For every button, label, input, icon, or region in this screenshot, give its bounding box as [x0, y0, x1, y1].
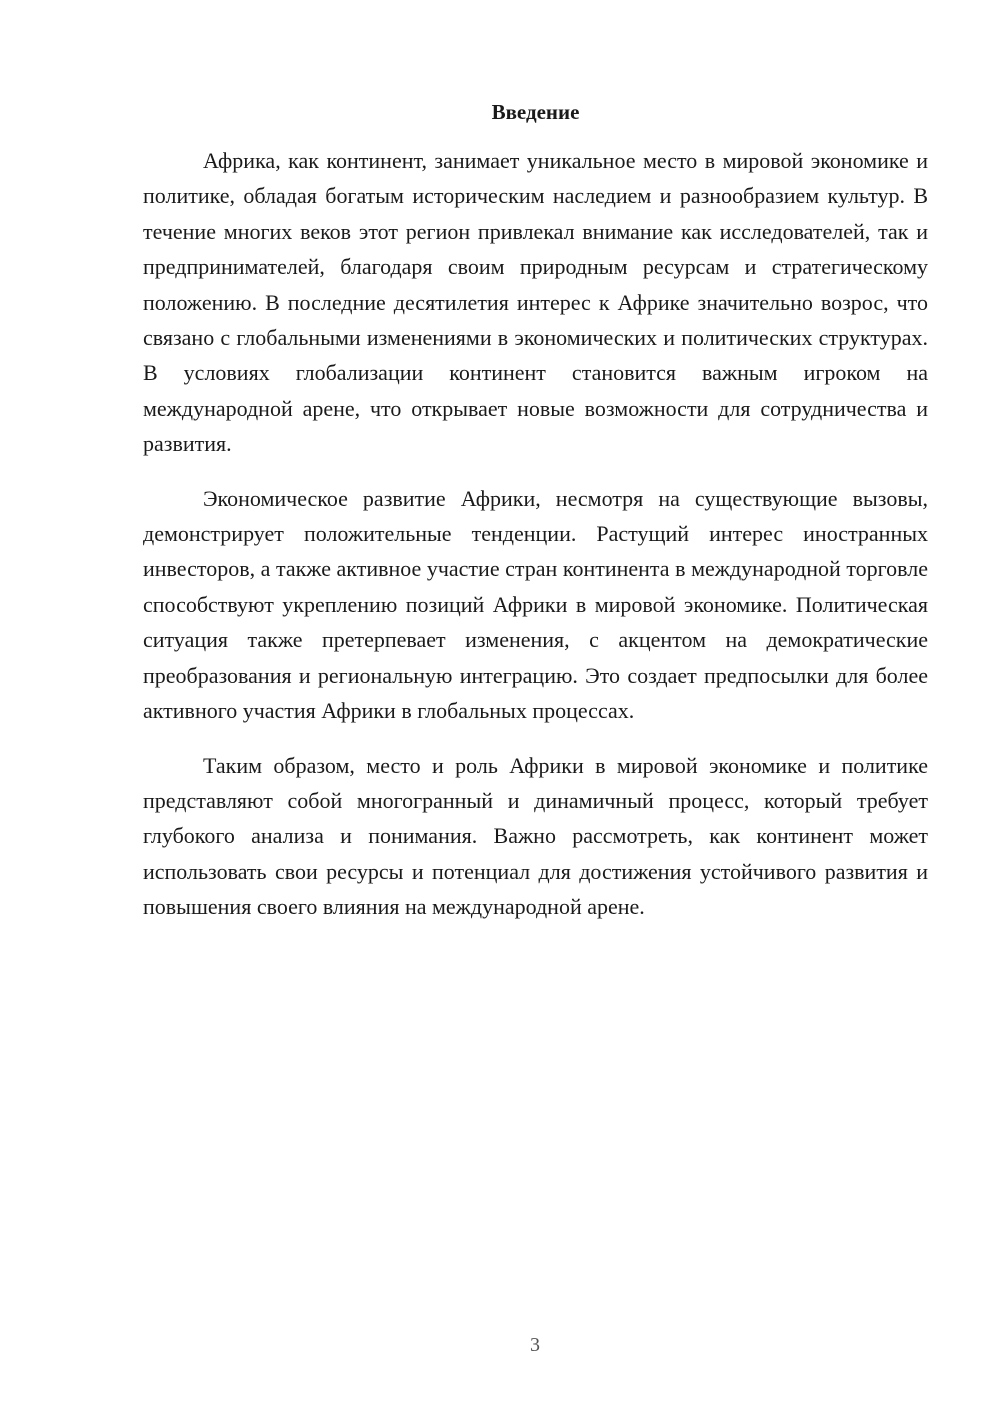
body-text: [143, 143, 928, 944]
paragraph-1: Африка, как континент, занимает уникальное место в мировой экономике и политике, обладая богатым историческим наследием и разнообразием культур. В течение многих веков этот регион привлекал внимание как исследователей, так и предпринимателей, благодаря своим природным ресурсам и стратегическому положению. В последние десятилетия интерес к Африке значительно возрос, что связано с глобальными изменениями в экономических и политических структурах. В условиях глобализации континент становится важным игроком на международной арене, что открывает новые возможности для сотрудничества и развития.: [143, 148, 928, 457]
paragraph-3: Таким образом, место и роль Африки в мировой экономике и политике представляют собой многогранный и динамичный процесс, который требует глубокого анализа и понимания. Важно рассмотреть, как континент может использовать свои ресурсы и потенциал для достижения устойчивого развития и повышения своего влияния на международной арене.: [143, 752, 928, 920]
paragraph-2: Экономическое развитие Африки, несмотря на существующие вызовы, демонстрирует положительные тенденции. Растущий интерес иностранных инвесторов, а также активное участие стран континента в международной торговле способствуют укреплению позиций Африки в мировой экономике. Политическая ситуация также претерпевает изменения, с акцентом на демократические преобразования и региональную интеграцию. Это создает предпосылки для более активного участия Африки в глобальных процессах.: [143, 485, 928, 724]
page-number: 3: [530, 1334, 540, 1356]
section-heading: Введение: [491, 100, 580, 124]
